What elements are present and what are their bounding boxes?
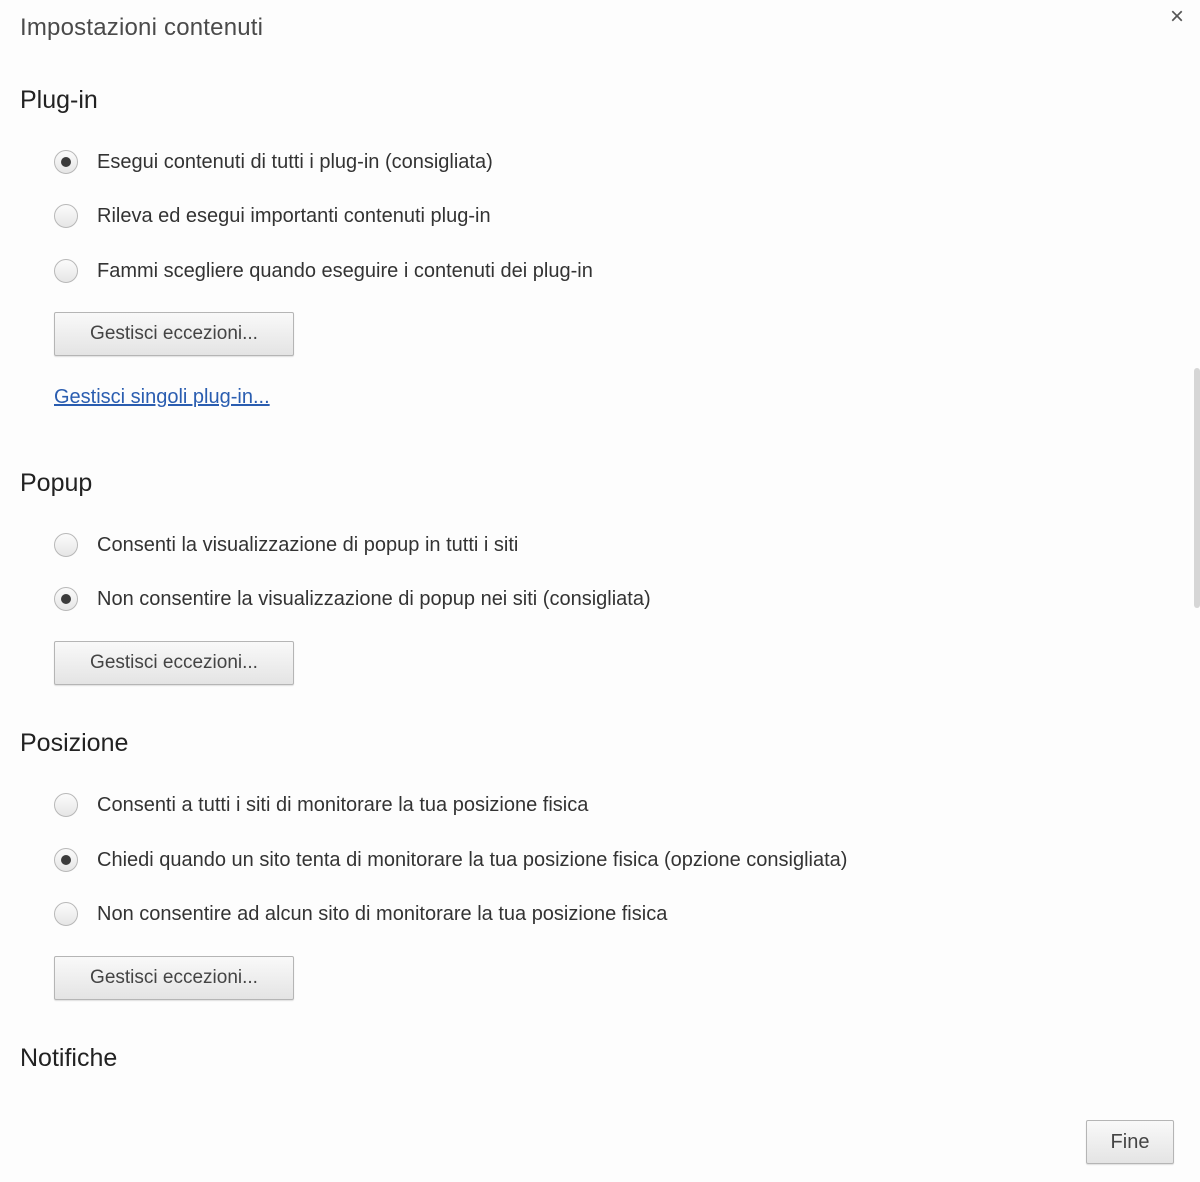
radio-popup-block[interactable] <box>54 584 651 614</box>
radio-button[interactable] <box>54 533 78 557</box>
position-manage-exceptions-button[interactable]: Gestisci eccezioni... <box>54 956 294 1000</box>
radio-label: Chiedi quando un sito tenta di monitorare la tua posizione fisica (opzione consigliata) <box>97 848 848 871</box>
radio-label: Non consentire ad alcun sito di monitorare la tua posizione fisica <box>97 902 668 925</box>
radio-plugin-detect-important[interactable] <box>54 201 491 231</box>
radio-button[interactable] <box>54 259 78 283</box>
close-icon[interactable]: × <box>1169 3 1184 30</box>
radio-plugin-run-all[interactable] <box>54 147 493 177</box>
radio-label: Fammi scegliere quando eseguire i contenuti dei plug-in <box>97 259 593 282</box>
radio-button[interactable] <box>54 150 78 174</box>
radio-popup-allow-all[interactable] <box>54 530 518 560</box>
radio-label: Non consentire la visualizzazione di popup nei siti (consigliata) <box>97 587 651 610</box>
radio-label: Rileva ed esegui importanti contenuti plug-in <box>97 204 491 227</box>
radio-button[interactable] <box>54 848 78 872</box>
radio-button[interactable] <box>54 587 78 611</box>
radio-label: Consenti a tutti i siti di monitorare la tua posizione fisica <box>97 793 589 816</box>
radio-button[interactable] <box>54 902 78 926</box>
manage-plugins-link[interactable]: Gestisci singoli plug-in... <box>54 386 270 408</box>
section-title-position: Posizione <box>20 729 129 757</box>
popup-manage-exceptions-button[interactable]: Gestisci eccezioni... <box>54 641 294 685</box>
plugin-manage-exceptions-button[interactable]: Gestisci eccezioni... <box>54 312 294 356</box>
radio-button[interactable] <box>54 793 78 817</box>
radio-button[interactable] <box>54 204 78 228</box>
dialog-title: Impostazioni contenuti <box>20 14 264 41</box>
radio-position-block[interactable] <box>54 899 667 929</box>
radio-position-ask[interactable] <box>54 845 847 875</box>
scrollbar[interactable] <box>1194 368 1200 608</box>
section-title-popup: Popup <box>20 469 93 497</box>
radio-plugin-click-to-play[interactable] <box>54 256 593 286</box>
radio-label: Consenti la visualizzazione di popup in tutti i siti <box>97 533 519 556</box>
done-button[interactable]: Fine <box>1086 1120 1174 1164</box>
radio-position-allow-all[interactable] <box>54 790 588 820</box>
radio-label: Esegui contenuti di tutti i plug-in (consigliata) <box>97 150 493 173</box>
section-title-plugin: Plug-in <box>20 86 98 114</box>
section-title-notifications: Notifiche <box>20 1044 118 1072</box>
